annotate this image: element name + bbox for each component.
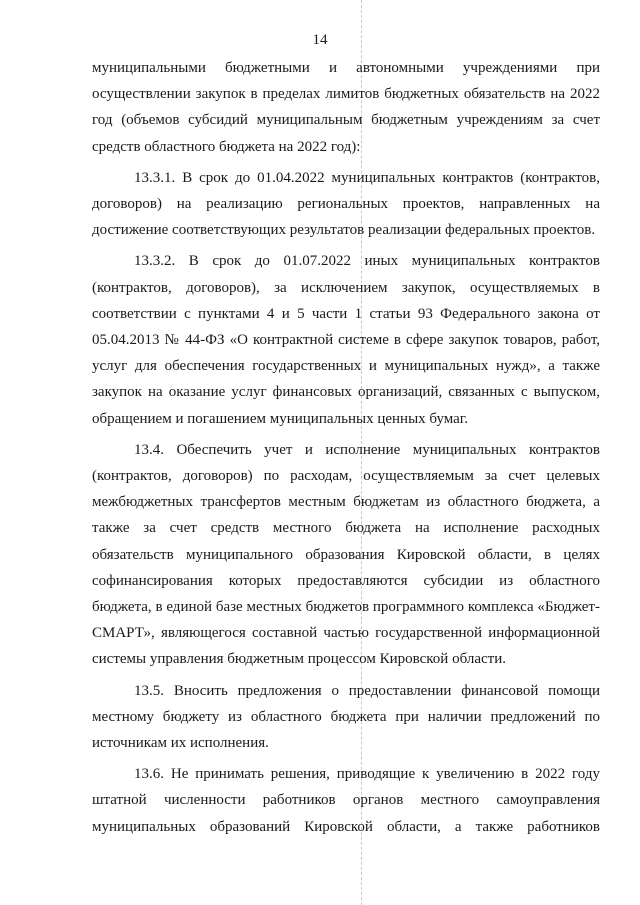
- page-number: 14: [312, 32, 328, 48]
- paragraph-13-3-1: 13.3.1. В срок до 01.04.2022 муниципальных контрактов (контрактов, договоров) на реализацию региональных проектов, направленных на достижение соответствующих результатов реализации федеральных проектов.: [92, 169, 600, 239]
- paragraph-13-6: 13.6. Не принимать решения, приводящие к увеличению в 2022 году штатной численности работников органов местного самоуправления муниципальных образований Кировской области, а также работников: [92, 766, 600, 835]
- paragraph-continuation: муниципальными бюджетными и автономными учреждениями при осуществлении закупок в пределах лимитов бюджетных обязательств на 2022 год (объемов субсидий муниципальным бюджетным учреждениям за счет средств областного бюджета на 2022 год):: [92, 60, 600, 155]
- paragraph-13-3-2: 13.3.2. В срок до 01.07.2022 иных муниципальных контрактов (контрактов, договоров), за исключением закупок, осуществляемых в соответствии с пунктами 4 и 5 части 1 статьи 93 Федерального закона от 05.04.2013 № 44-ФЗ «О контрактной системе в сфере закупок товаров, работ, услуг для обеспечения государственных и муниципальных нужд», а также закупок на оказание услуг финансовых организаций, связанных с выпуском, обращением и погашением муниципальных ценных бумаг.: [92, 253, 600, 427]
- document-body: [92, 55, 600, 840]
- paragraph-13-5: 13.5. Вносить предложения о предоставлении финансовой помощи местному бюджету из областного бюджета при наличии предложений по источникам их исполнения.: [92, 682, 600, 752]
- paragraph-13-4: 13.4. Обеспечить учет и исполнение муниципальных контрактов (контрактов, договоров) по расходам, осуществляемым за счет целевых межбюджетных трансфертов местным бюджетам из областного бюджета, а также за счет средств местного бюджета на исполнение расходных обязательств муниципального образования Кировской области, в целях софинансирования которых предоставляются субсидии из областного бюджета, в единой базе местных бюджетов программного комплекса «Бюджет-СМАРТ», являющегося составной частью государственной информационной системы управления бюджетным процессом Кировской области.: [92, 441, 600, 668]
